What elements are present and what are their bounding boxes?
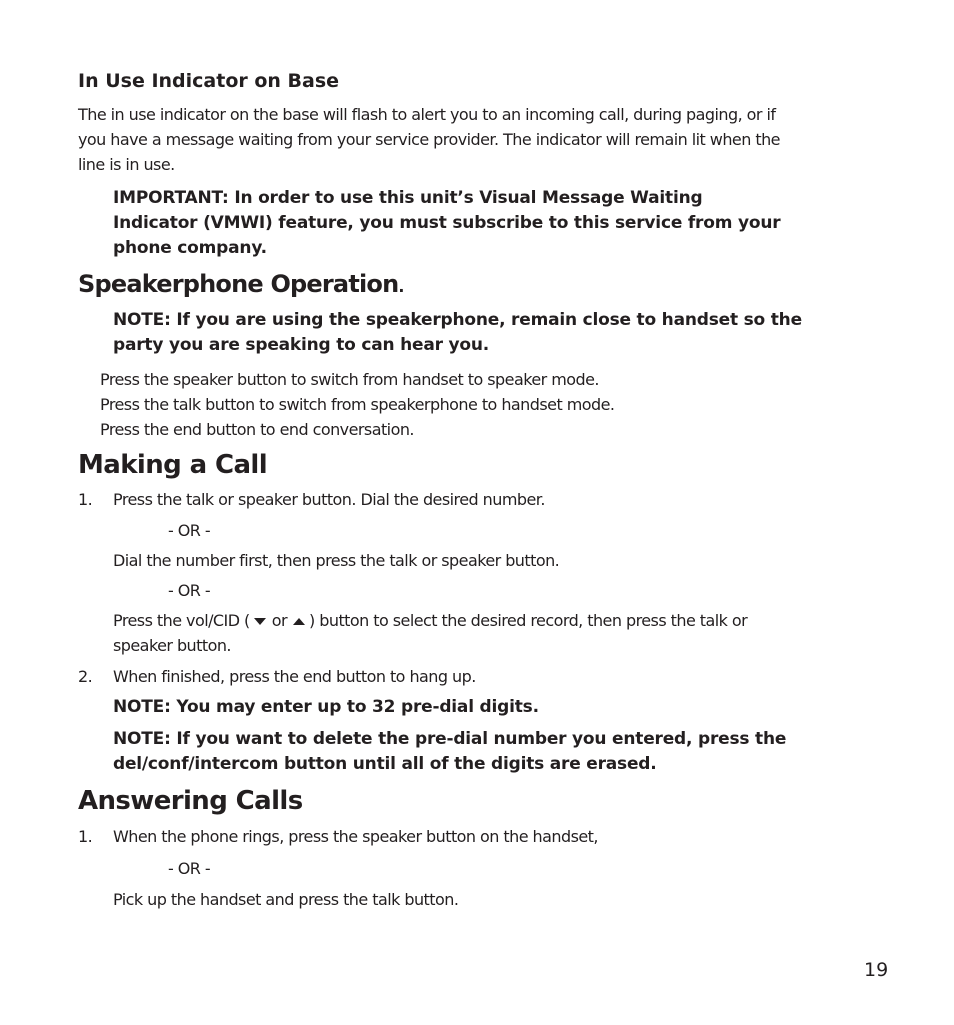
making-call-item-1-number: 1. — [78, 490, 93, 509]
in-use-line-1: The in use indicator on the base will flash to alert you to an incoming call, during paging, or if — [78, 105, 776, 124]
speakerphone-note-line-2: party you are speaking to can hear you. — [113, 335, 490, 355]
in-use-line-2: you have a message waiting from your service provider. The indicator will remain lit when the — [78, 130, 780, 149]
delete-note — [113, 727, 786, 777]
delete-note-line-2: del/conf/intercom button until all of the digits are erased. — [113, 754, 657, 774]
speakerphone-heading — [78, 268, 404, 303]
speakerphone-steps — [100, 367, 614, 442]
pre-dial-note: NOTE: You may enter up to 32 pre-dial digits. — [113, 697, 539, 717]
making-call-or-1: - OR - — [168, 521, 211, 540]
speakerphone-step-1: Press the speaker button to switch from handset to speaker mode. — [100, 370, 599, 389]
in-use-paragraph — [78, 102, 780, 177]
important-line-2: Indicator (VMWI) feature, you must subscribe to this service from your — [113, 213, 781, 233]
speakerphone-heading-suffix: . — [398, 277, 404, 296]
important-line-1: IMPORTANT: In order to use this unit’s Visual Message Waiting — [113, 188, 703, 208]
making-call-item-2-number: 2. — [78, 667, 93, 686]
arrow-up-icon — [293, 618, 305, 625]
speakerphone-step-3: Press the end button to end conversation. — [100, 420, 414, 439]
delete-note-line-1: NOTE: If you want to delete the pre-dial number you entered, press the — [113, 729, 787, 749]
answering-item-1-text: When the phone rings, press the speaker button on the handset, — [113, 827, 598, 846]
making-call-alt-2-line-2: speaker button. — [113, 636, 231, 655]
answering-alt-1: Pick up the handset and press the talk button. — [113, 890, 459, 909]
making-call-item-1-text: Press the talk or speaker button. Dial the desired number. — [113, 490, 545, 509]
alt-2-text-after: ) button to select the desired record, then press the talk or — [309, 611, 748, 630]
making-call-alt-1: Dial the number first, then press the talk or speaker button. — [113, 551, 560, 570]
arrow-down-icon — [254, 618, 266, 625]
speakerphone-heading-text: Speakerphone Operation — [78, 270, 399, 298]
answering-or-1: - OR - — [168, 859, 211, 878]
important-note — [113, 186, 780, 261]
making-call-heading: Making a Call — [78, 450, 268, 480]
answering-heading: Answering Calls — [78, 786, 303, 816]
answering-item-1-number: 1. — [78, 827, 93, 846]
making-call-or-2: - OR - — [168, 581, 211, 600]
making-call-alt-2 — [113, 608, 747, 633]
in-use-line-3: line is in use. — [78, 155, 175, 174]
speakerphone-note-line-1: NOTE: If you are using the speakerphone, remain close to handset so the — [113, 310, 802, 330]
alt-2-text-before: Press the vol/CID ( — [113, 611, 250, 630]
important-line-3: phone company. — [113, 238, 267, 258]
page-number: 19 — [864, 959, 889, 981]
alt-2-or: or — [271, 611, 288, 630]
in-use-heading: In Use Indicator on Base — [78, 70, 340, 92]
speakerphone-note — [113, 308, 802, 358]
speakerphone-step-2: Press the talk button to switch from speakerphone to handset mode. — [100, 395, 615, 414]
making-call-item-2-text: When finished, press the end button to hang up. — [113, 667, 476, 686]
